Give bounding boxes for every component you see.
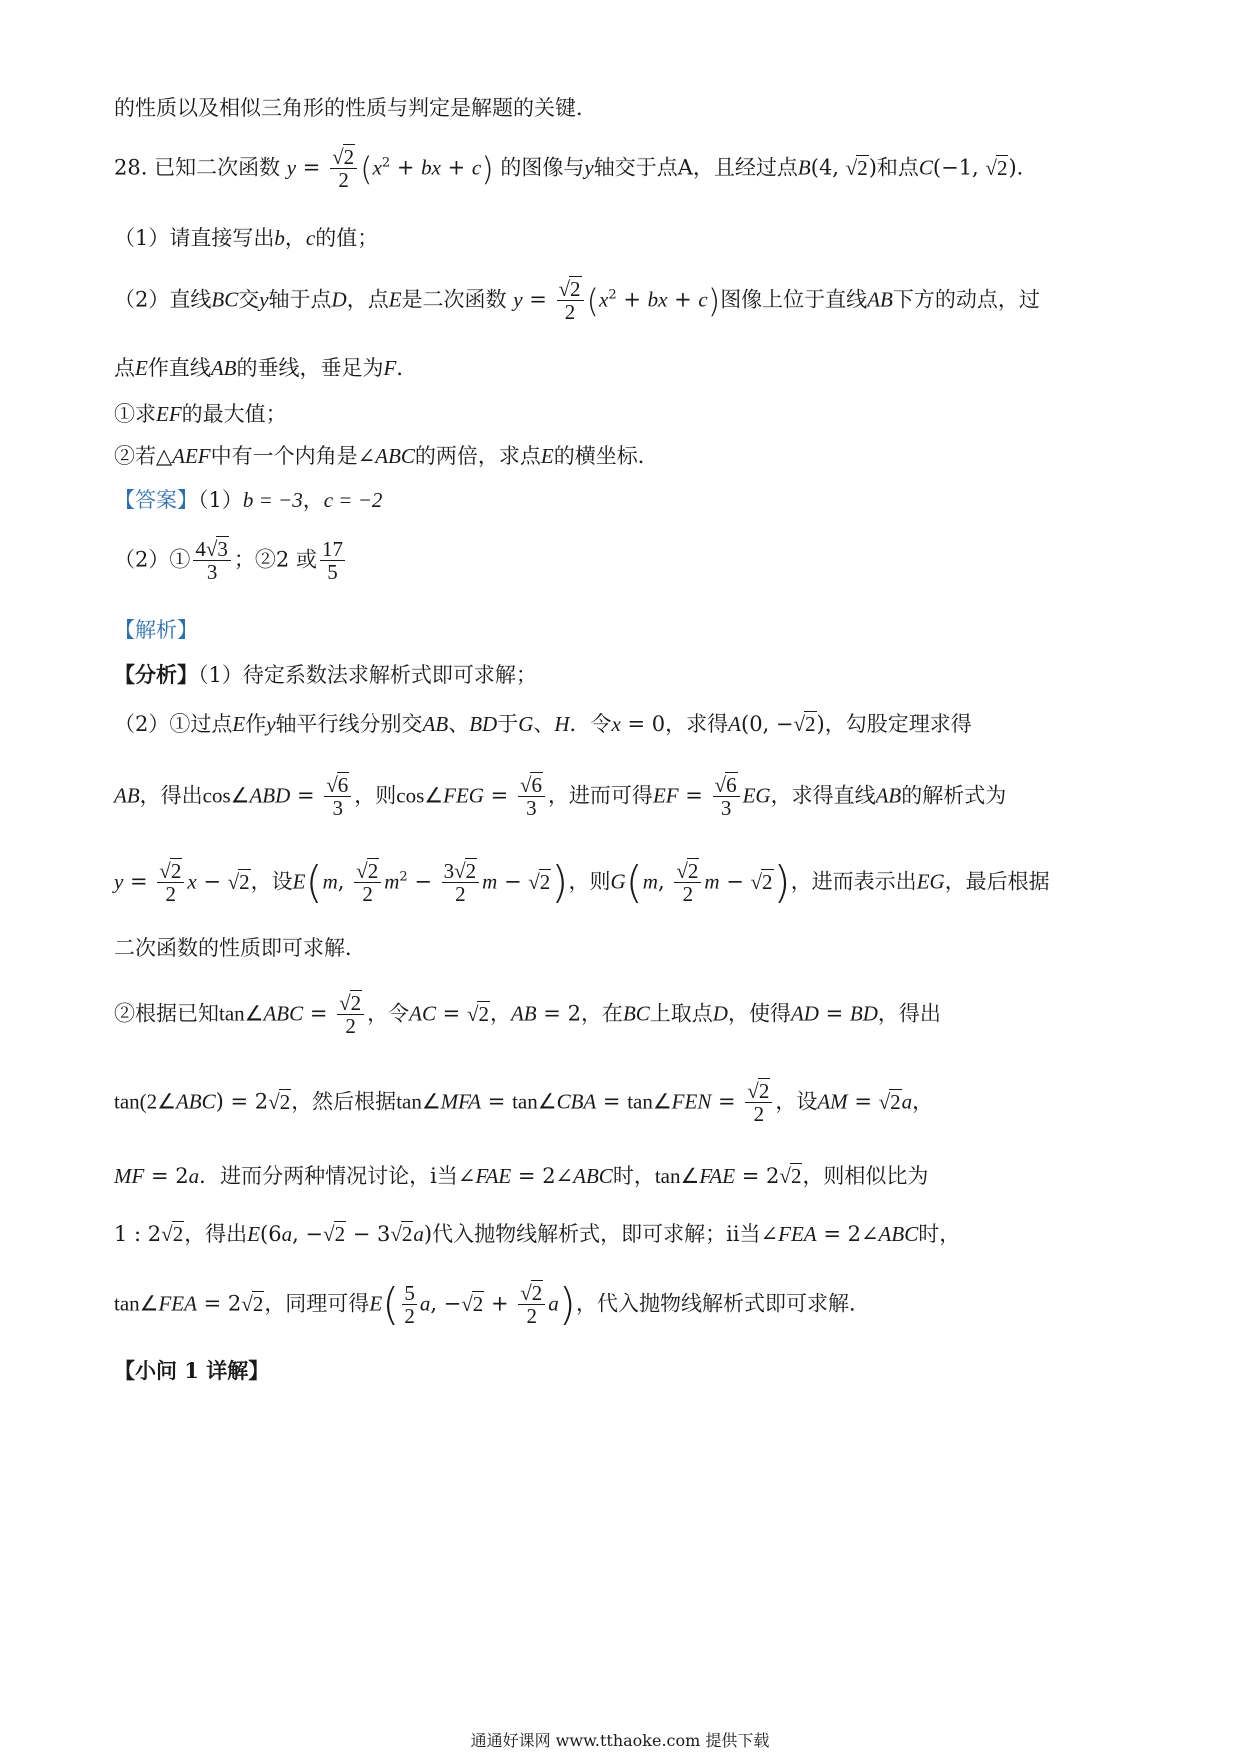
question-28-stem: 28. 已知二次函数 y = $\frac{√2}{2}$ ($x^2$ + bx + c) 的图像与y轴交于点A，且经过点B(4, √2)和点C(−1, √2)． bbox=[114, 145, 1038, 193]
analysis-part-2-2-line-2: tan(2∠ABC) = 2√2，然后根据tan∠MFA = tan∠CBA = tan∠FEN = $\frac{√2}{2}$ ，设AM = √2a， bbox=[114, 1079, 934, 1127]
previous-solution-tail: 的性质以及相似三角形的性质与判定是解题的关键． bbox=[114, 96, 597, 120]
analysis-part-2-line-3: y = $\frac{√2}{2}$ x − √2，设E(m, $\frac{√2}{2}$ $m^2$ − $\frac{3√2}{2}$ m − √2)，则G(m, $\frac{√2}{2}$ m − √2)，进而表示出EG，最后根据 bbox=[114, 857, 1050, 909]
answer-part-2: （2）① $\frac{4√3}{3}$ ；②2 或 $\frac{17}{5}$ bbox=[114, 537, 343, 585]
answer-part-1: 【答案】（1）b = −3，c = −2 bbox=[114, 488, 383, 512]
sub-question-2: ②若△AEF中有一个内角是∠ABC的两倍，求点E的横坐标． bbox=[114, 444, 659, 468]
part-1-question: （1）请直接写出b，c的值； bbox=[114, 226, 379, 250]
analysis-part-2-2-line-4: 1 : 2√2，得出E(6a, −√2 − 3√2a)代入抛物线解析式，即可求解；ⅱ当∠FEA = 2∠ABC时， bbox=[114, 1222, 961, 1246]
analysis-label: 【解析】 bbox=[114, 618, 198, 642]
part-2-question-cont: 点E作直线AB的垂线，垂足为F． bbox=[114, 356, 418, 380]
analysis-part-2-line-1: （2）①过点E作y轴平行线分别交AB、BD于G、H．令x = 0，求得A(0, −√2)，勾股定理求得 bbox=[114, 712, 972, 736]
analysis-part-2-line-2: AB，得出cos∠ABD = $\frac{√6}{3}$ ，则cos∠FEG = $\frac{√6}{3}$ ，进而可得EF = $\frac{√6}{3}$ EG，求得直线AB的解析式为 bbox=[114, 773, 1007, 821]
analysis-intro: 【分析】（1）待定系数法求解析式即可求解； bbox=[114, 662, 537, 687]
sub-question-1: ①求EF的最大值； bbox=[114, 402, 287, 426]
page-footer: 通通好课网 www.tthaoke.com 提供下载 bbox=[470, 1731, 770, 1750]
part-2-question: （2）直线BC交y轴于点D，点E是二次函数 y = $\frac{√2}{2}$ ($x^2$ + bx + c)图像上位于直线AB下方的动点，过 bbox=[114, 277, 1040, 325]
analysis-part-2-2-line-5: tan∠FEA = 2√2，同理可得E( $\frac{5}{2}$ a, −√2 + $\frac{√2}{2}$ a)，代入抛物线解析式即可求解． bbox=[114, 1279, 870, 1331]
analysis-part-2-2-line-3: MF = 2a．进而分两种情况讨论，ⅰ当∠FAE = 2∠ABC时，tan∠FAE = 2√2，则相似比为 bbox=[114, 1164, 929, 1188]
analysis-part-2-line-4: 二次函数的性质即可求解． bbox=[114, 936, 366, 960]
analysis-part-2-2-line-1: ②根据已知tan∠ABC = $\frac{√2}{2}$ ，令AC = √2，AB = 2，在BC上取点D，使得AD = BD，得出 bbox=[114, 991, 941, 1039]
detail-sub-question-1-heading: 【小问 1 详解】 bbox=[114, 1358, 270, 1383]
